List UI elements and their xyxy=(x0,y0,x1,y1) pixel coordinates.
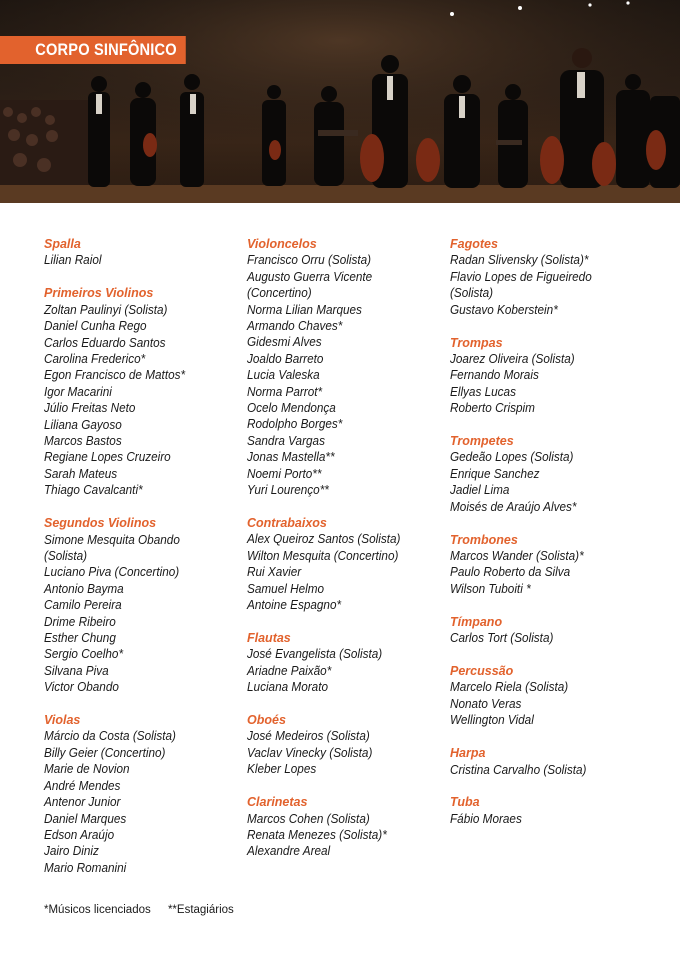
member-name: Flavio Lopes de Figueiredo (Solista) xyxy=(450,269,592,301)
member-name: Marcelo Riela (Solista) xyxy=(450,680,569,695)
member-name: Ariadne Paixão* xyxy=(247,663,332,678)
member-name: Roberto Crispim xyxy=(450,401,535,416)
orchestra-illustration xyxy=(0,0,680,203)
member-name: Augusto Guerra Vicente (Concertino) xyxy=(247,269,373,301)
section-heading: Segundos Violinos xyxy=(44,516,157,531)
member-list xyxy=(44,302,254,499)
member-name: Antonio Bayma xyxy=(44,581,124,596)
member-name: Daniel Marques xyxy=(44,811,127,826)
instrument-section xyxy=(247,630,457,696)
instrument-section xyxy=(247,515,457,613)
member-name: Marcos Cohen (Solista) xyxy=(247,811,370,826)
instrument-section xyxy=(450,663,660,729)
section-heading: Trombones xyxy=(450,532,518,547)
instrument-section xyxy=(247,794,457,860)
member-name: Wilton Mesquita (Concertino) xyxy=(247,548,399,563)
member-name: Thiago Cavalcanti* xyxy=(44,483,143,498)
instrument-section xyxy=(44,712,254,876)
member-name: Mario Romanini xyxy=(44,860,127,875)
member-name: Fábio Moraes xyxy=(450,811,522,826)
instrument-section xyxy=(44,236,254,269)
member-name: Antenor Junior xyxy=(44,795,121,810)
member-name: Silvana Piva xyxy=(44,663,109,678)
member-name: Paulo Roberto da Silva xyxy=(450,565,571,580)
member-name: Francisco Orru (Solista) xyxy=(247,253,372,268)
section-heading: Primeiros Violinos xyxy=(44,286,154,301)
member-name: Enrique Sanchez xyxy=(450,466,540,481)
member-name: Sandra Vargas xyxy=(247,433,325,448)
instrument-section xyxy=(450,236,660,318)
member-name: Luciana Morato xyxy=(247,680,329,695)
footnote-licensed: *Músicos licenciados xyxy=(44,904,151,916)
member-name: Edson Araújo xyxy=(44,827,115,842)
member-name: Moisés de Araújo Alves* xyxy=(450,499,577,514)
member-name: Liliana Gayoso xyxy=(44,417,122,432)
section-heading: Clarinetas xyxy=(247,795,308,810)
member-name: Nonato Veras xyxy=(450,696,522,711)
member-name: Marie de Novion xyxy=(44,762,130,777)
member-name: Carolina Frederico* xyxy=(44,351,146,366)
member-name: Carlos Tort (Solista) xyxy=(450,631,554,646)
footnote-interns: **Estagiários xyxy=(167,904,234,916)
member-name: Gedeão Lopes (Solista) xyxy=(450,450,574,465)
member-name: Billy Geier (Concertino) xyxy=(44,745,166,760)
member-name: Jairo Diniz xyxy=(44,844,99,859)
roster-column-3 xyxy=(450,236,660,844)
member-name: Alexandre Areal xyxy=(247,844,331,859)
member-list xyxy=(44,728,254,876)
instrument-section xyxy=(450,745,660,778)
member-name: Luciano Piva (Concertino) xyxy=(44,565,180,580)
member-name: Victor Obando xyxy=(44,680,119,695)
instrument-section xyxy=(450,532,660,598)
member-name: José Medeiros (Solista) xyxy=(247,729,370,744)
member-list xyxy=(44,252,254,268)
member-list xyxy=(450,762,660,778)
member-name: Joarez Oliveira (Solista) xyxy=(450,351,575,366)
member-name: Vaclav Vinecky (Solista) xyxy=(247,745,373,760)
member-list xyxy=(450,679,660,728)
section-heading: Contrabaixos xyxy=(247,516,327,530)
member-name: Wilson Tuboiti * xyxy=(450,581,531,596)
member-list xyxy=(450,630,660,646)
member-name: Samuel Helmo xyxy=(247,581,325,596)
section-heading: Oboés xyxy=(247,713,286,728)
section-heading: Spalla xyxy=(44,237,81,251)
member-name: Zoltan Paulinyi (Solista) xyxy=(44,302,168,317)
member-list xyxy=(247,252,457,498)
member-list xyxy=(450,449,660,515)
member-list xyxy=(450,811,660,827)
member-list xyxy=(247,646,457,695)
member-name: Drime Ribeiro xyxy=(44,614,116,629)
member-name: Wellington Vidal xyxy=(450,713,534,728)
member-name: Júlio Freitas Neto xyxy=(44,401,136,416)
section-heading: Trompetes xyxy=(450,434,514,449)
section-heading: Violas xyxy=(44,713,81,728)
member-list xyxy=(44,532,254,696)
member-name: Camilo Pereira xyxy=(44,598,122,613)
member-name: Sergio Coelho* xyxy=(44,647,124,662)
member-list xyxy=(450,252,660,318)
member-name: Jonas Mastella** xyxy=(247,450,335,465)
section-heading: Violoncelos xyxy=(247,237,317,251)
member-name: Renata Menezes (Solista)* xyxy=(247,828,387,842)
member-name: Regiane Lopes Cruzeiro xyxy=(44,450,171,465)
member-name: André Mendes xyxy=(44,778,121,793)
instrument-section xyxy=(450,433,660,515)
member-name: Alex Queiroz Santos (Solista) xyxy=(247,532,401,547)
member-list xyxy=(247,531,457,613)
member-name: Ellyas Lucas xyxy=(450,384,516,399)
member-name: Armando Chaves* xyxy=(247,319,343,334)
instrument-section xyxy=(44,515,254,695)
member-name: Daniel Cunha Rego xyxy=(44,319,147,334)
member-name: Sarah Mateus xyxy=(44,466,118,481)
member-name: Rui Xavier xyxy=(247,565,302,580)
roster-column-2 xyxy=(247,236,457,876)
member-name: Gidesmi Alves xyxy=(247,335,322,350)
member-name: Fernando Morais xyxy=(450,368,539,383)
section-heading: Fagotes xyxy=(450,237,498,251)
member-name: Lilian Raiol xyxy=(44,253,102,268)
member-name: Kleber Lopes xyxy=(247,762,317,777)
member-name: Norma Lilian Marques xyxy=(247,302,362,317)
member-name: Marcos Bastos xyxy=(44,433,122,448)
instrument-section xyxy=(44,285,254,498)
member-name: Cristina Carvalho (Solista) xyxy=(450,762,587,777)
section-heading: Harpa xyxy=(450,746,486,761)
section-heading: Trompas xyxy=(450,335,503,350)
member-name: Radan Slivensky (Solista)* xyxy=(450,253,589,268)
instrument-section xyxy=(450,335,660,417)
member-list xyxy=(247,811,457,860)
member-list xyxy=(450,351,660,417)
member-name: Marcos Wander (Solista)* xyxy=(450,549,584,563)
member-name: Jadiel Lima xyxy=(450,483,510,498)
member-name: Yuri Lourenço** xyxy=(247,483,329,498)
instrument-section xyxy=(247,712,457,778)
member-name: Igor Macarini xyxy=(44,384,112,399)
member-name: Noemi Porto** xyxy=(247,466,322,481)
member-name: Lucia Valeska xyxy=(247,368,320,383)
member-name: Joaldo Barreto xyxy=(247,351,324,366)
member-name: Carlos Eduardo Santos xyxy=(44,335,166,350)
member-list xyxy=(247,728,457,777)
footnotes xyxy=(44,904,248,916)
member-name: José Evangelista (Solista) xyxy=(247,647,383,662)
member-name: Márcio da Costa (Solista) xyxy=(44,729,176,744)
instrument-section xyxy=(450,794,660,827)
member-name: Antoine Espagno* xyxy=(247,598,342,613)
roster-column-1 xyxy=(44,236,254,893)
member-name: Simone Mesquita Obando (Solista) xyxy=(44,532,180,563)
section-heading: Flautas xyxy=(247,630,291,645)
member-name: Egon Francisco de Mattos* xyxy=(44,368,186,383)
instrument-section xyxy=(450,614,660,647)
member-name: Ocelo Mendonça xyxy=(247,401,336,416)
member-list xyxy=(450,548,660,597)
member-name: Rodolpho Borges* xyxy=(247,417,343,432)
section-heading: Percussão xyxy=(450,664,514,679)
member-name: Gustavo Koberstein* xyxy=(450,302,558,317)
section-heading: Tuba xyxy=(450,795,480,810)
member-name: Esther Chung xyxy=(44,630,116,645)
section-heading: Tímpano xyxy=(450,614,503,629)
member-name: Norma Parrot* xyxy=(247,384,323,399)
instrument-section xyxy=(247,236,457,499)
section-banner: CORPO SINFÔNICO xyxy=(0,36,185,64)
orchestra-photo xyxy=(0,0,680,203)
